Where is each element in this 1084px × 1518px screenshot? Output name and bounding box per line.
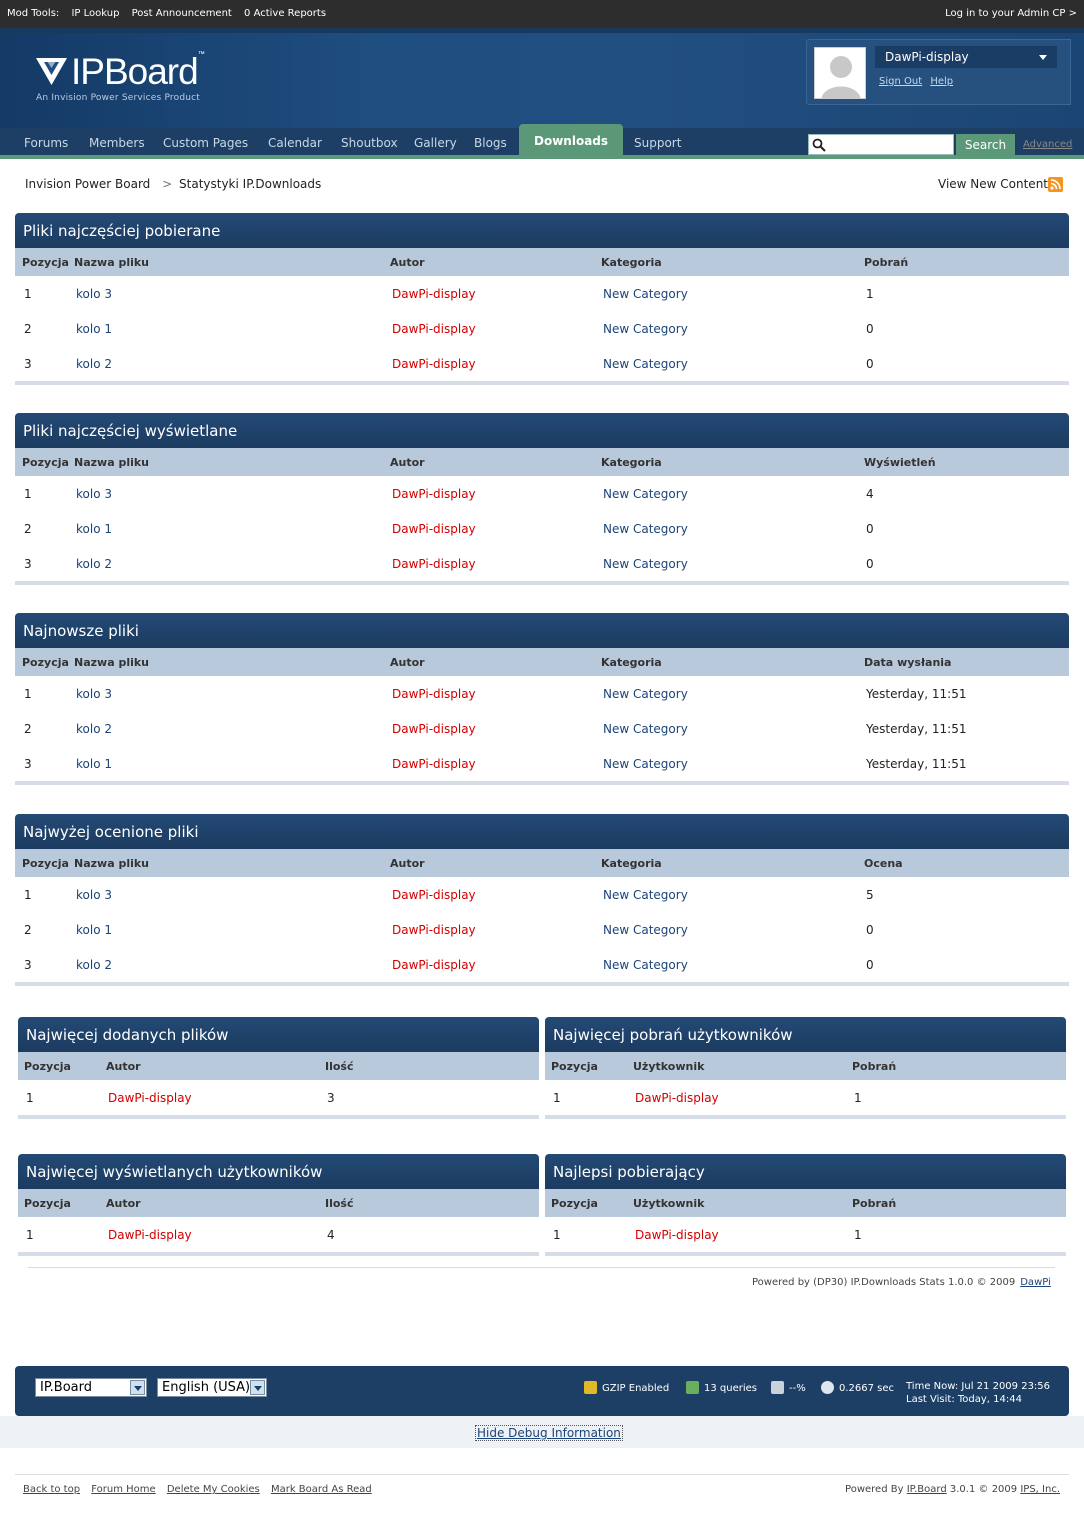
author-link[interactable]: DawPi-display [108,1228,192,1242]
table-row [15,476,1069,511]
table-title: Najwięcej pobrań użytkowników [545,1017,1066,1052]
category-link[interactable]: New Category [603,287,688,301]
admin-cp-link[interactable]: Log in to your Admin CP > [945,8,1077,19]
column-header: Pobrań [852,1197,897,1210]
column-header: Ocena [864,857,903,870]
category-link[interactable]: New Category [603,487,688,501]
server-icon [771,1381,784,1394]
rss-icon[interactable] [1048,177,1063,192]
column-header: Autor [390,857,425,870]
table-row [15,711,1069,746]
table-header [545,1189,1066,1217]
author-link[interactable]: DawPi-display [392,888,476,902]
stats-table-small [18,1154,539,1256]
hide-debug-link[interactable]: Hide Debug Information [477,1426,621,1440]
table-header [18,1189,539,1217]
column-header: Autor [390,456,425,469]
cell-position: 1 [24,287,32,301]
tab-custom-pages[interactable]: Custom Pages [163,136,249,150]
search-input[interactable] [808,134,954,155]
column-header: Pozycja [22,256,69,269]
cell-position: 3 [24,757,32,771]
user-menu-dropdown[interactable] [875,46,1057,68]
file-name-link[interactable]: kolo 2 [76,958,112,972]
table-title: Najwięcej dodanych plików [18,1017,539,1052]
main-nav [0,128,1084,159]
author-link[interactable]: DawPi-display [392,487,476,501]
cell-position: 3 [24,958,32,972]
table-row [15,346,1069,381]
file-name-link[interactable]: kolo 2 [76,722,112,736]
table-footer [18,1115,539,1119]
table-row [15,546,1069,581]
search-button[interactable]: Search [956,134,1015,156]
table-row [18,1217,539,1252]
cell-position: 3 [24,357,32,371]
column-header: Pozycja [24,1197,71,1210]
gzip-icon [584,1381,597,1394]
cell-position: 1 [553,1228,561,1242]
tab-calendar[interactable]: Calendar [268,136,322,150]
table-row [15,877,1069,912]
table-header [15,448,1069,476]
ips-link[interactable]: IPS, Inc. [1020,1484,1060,1495]
cell-position: 2 [24,722,32,736]
ipboard-link[interactable]: IP.Board [906,1484,947,1495]
stats-powered-by: Powered by (DP30) IP.Downloads Stats 1.0.0 © 2009 DawPi [752,1277,1051,1288]
table-title: Najlepsi pobierający [545,1154,1066,1189]
column-header: Nazwa pliku [74,456,150,469]
tab-forums[interactable]: Forums [24,136,69,150]
cell-value: 0 [866,322,874,336]
cell-value: Yesterday, 11:51 [866,757,967,771]
cell-position: 2 [24,522,32,536]
table-footer [15,381,1069,385]
table-row [15,511,1069,546]
category-link[interactable]: New Category [603,522,688,536]
database-icon [686,1381,699,1394]
author-link[interactable]: DawPi-display [392,557,476,571]
cell-value: 1 [854,1091,862,1105]
category-link[interactable]: New Category [603,687,688,701]
breadcrumb-root[interactable]: Invision Power Board [25,177,151,191]
table-header [18,1052,539,1080]
table-row [15,276,1069,311]
table-row [18,1080,539,1115]
cell-position: 1 [26,1091,34,1105]
author-link[interactable]: DawPi-display [635,1091,719,1105]
chevron-down-icon [130,1380,145,1395]
author-link[interactable]: DawPi-display [392,357,476,371]
table-footer [545,1252,1066,1256]
file-name-link[interactable]: kolo 3 [76,687,112,701]
column-header: Pobrań [852,1060,897,1073]
category-link[interactable]: New Category [603,888,688,902]
tab-shoutbox[interactable]: Shoutbox [341,136,398,150]
category-link[interactable]: New Category [603,357,688,371]
column-header: Nazwa pliku [74,857,150,870]
avatar[interactable] [814,47,866,99]
search-icon [812,138,826,152]
advanced-search-link[interactable]: Advanced [1023,139,1073,150]
author-link[interactable]: DawPi-display [392,757,476,771]
table-header [15,648,1069,676]
back-to-top-link[interactable]: Back to top [23,1484,81,1495]
category-link[interactable]: New Category [603,322,688,336]
time-info [906,1380,1050,1406]
view-new-content-link[interactable]: View New Content [938,177,1049,191]
ipboard-powered-by: Powered By IP.Board 3.0.1 © 2009 IPS, Inc. [845,1484,1060,1495]
table-footer [15,982,1069,986]
time-now: Time Now: Jul 21 2009 23:56 [906,1381,1051,1392]
author-link[interactable]: DawPi-display [108,1091,192,1105]
tab-members[interactable]: Members [89,136,145,150]
category-link[interactable]: New Category [603,722,688,736]
category-link[interactable]: New Category [603,757,688,771]
author-link[interactable]: DawPi-display [392,522,476,536]
clock-icon [821,1381,834,1394]
column-header: Pozycja [22,656,69,669]
footer-links [23,1484,380,1495]
table-title: Pliki najczęściej pobierane [15,213,1069,248]
cell-value: 1 [854,1228,862,1242]
column-header: Użytkownik [633,1060,705,1073]
column-header: Pozycja [22,456,69,469]
cell-position: 1 [24,888,32,902]
table-title: Najnowsze pliki [15,613,1069,648]
chevron-down-icon [1039,55,1047,60]
stats-table [15,613,1069,785]
table-footer [15,581,1069,585]
table-title: Najwyżej ocenione pliki [15,814,1069,849]
user-panel [806,39,1071,105]
skin-select[interactable]: IP.Board [35,1378,147,1397]
column-header: Pozycja [24,1060,71,1073]
author-link[interactable]: DawPi-display [392,923,476,937]
column-header: Pobrań [864,256,909,269]
logo-text: IPBoard™ [71,51,204,92]
logo-tagline: An Invision Power Services Product [36,93,201,103]
file-name-link[interactable]: kolo 1 [76,322,112,336]
cell-position: 1 [24,487,32,501]
author-link[interactable]: DawPi-display [392,722,476,736]
cell-value: 4 [327,1228,335,1242]
gzip-status: GZIP Enabled [584,1381,669,1394]
table-row [15,676,1069,711]
column-header: Autor [106,1197,141,1210]
category-link[interactable]: New Category [603,557,688,571]
column-header: Nazwa pliku [74,256,150,269]
table-title: Pliki najczęściej wyświetlane [15,413,1069,448]
table-header [15,849,1069,877]
last-visit: Last Visit: Today, 14:44 [906,1394,1022,1405]
tab-gallery[interactable]: Gallery [414,136,457,150]
file-name-link[interactable]: kolo 1 [76,757,112,771]
table-title: Najwięcej wyświetlanych użytkowników [18,1154,539,1189]
table-header [15,248,1069,276]
author-link[interactable]: DawPi-display [392,687,476,701]
column-header: Ilość [325,1197,354,1210]
stats-table-small [545,1154,1066,1256]
cell-value: Yesterday, 11:51 [866,722,967,736]
file-name-link[interactable]: kolo 3 [76,888,112,902]
mod-tools-bar [0,0,1084,28]
column-header: Nazwa pliku [74,656,150,669]
server-load-status: --% [771,1381,806,1394]
file-name-link[interactable]: kolo 3 [76,487,112,501]
file-name-link[interactable]: kolo 2 [76,557,112,571]
username-label: DawPi-display [885,50,969,64]
table-footer [545,1115,1066,1119]
stats-table [15,814,1069,986]
sign-out-link[interactable]: Sign Out [879,76,923,87]
column-header: Data wysłania [864,656,952,669]
breadcrumb: Invision Power Board > Statystyki IP.Downloads [25,177,322,191]
column-header: Pozycja [22,857,69,870]
column-header: Kategoria [601,256,662,269]
stats-table-small [545,1017,1066,1119]
file-name-link[interactable]: kolo 2 [76,357,112,371]
breadcrumb-current: Statystyki IP.Downloads [179,177,322,191]
cell-value: 4 [866,487,874,501]
column-header: Autor [390,656,425,669]
language-select[interactable]: English (USA) [157,1378,267,1397]
cell-position: 2 [24,322,32,336]
table-header [545,1052,1066,1080]
author-link[interactable]: DawPi-display [392,958,476,972]
category-link[interactable]: New Category [603,923,688,937]
table-row [15,311,1069,346]
cell-value: 5 [866,888,874,902]
site-header [0,28,1084,128]
author-link[interactable]: DawPi-display [392,287,476,301]
cell-position: 2 [24,923,32,937]
debug-bar [0,1416,1084,1448]
table-footer [18,1252,539,1256]
cell-value: 3 [327,1091,335,1105]
rss-feed-icon [1048,177,1063,192]
cell-position: 3 [24,557,32,571]
ipboard-logo-icon [36,58,67,85]
file-name-link[interactable]: kolo 1 [76,923,112,937]
table-row [15,912,1069,947]
active-reports-link[interactable]: 0 Active Reports [244,8,327,19]
cell-value: 0 [866,522,874,536]
cell-value: Yesterday, 11:51 [866,687,967,701]
footer-bar [15,1366,1069,1416]
file-name-link[interactable]: kolo 1 [76,522,112,536]
author-link[interactable]: DawPi-display [635,1228,719,1242]
column-header: Kategoria [601,857,662,870]
column-header: Ilość [325,1060,354,1073]
stats-table-small [18,1017,539,1119]
chevron-down-icon [250,1380,265,1395]
cell-position: 1 [24,687,32,701]
column-header: Pozycja [551,1197,598,1210]
file-name-link[interactable]: kolo 3 [76,287,112,301]
cell-value: 0 [866,958,874,972]
column-header: Kategoria [601,456,662,469]
cell-value: 0 [866,557,874,571]
cell-position: 1 [26,1228,34,1242]
column-header: Pozycja [551,1060,598,1073]
stats-table [15,213,1069,385]
category-link[interactable]: New Category [603,958,688,972]
column-header: Wyświetleń [864,456,936,469]
divider [15,1474,1069,1475]
column-header: Kategoria [601,656,662,669]
delete-cookies-link[interactable]: Delete My Cookies [166,1484,260,1495]
table-row [15,746,1069,781]
post-announcement-link[interactable]: Post Announcement [131,8,232,19]
table-row [545,1080,1066,1115]
forum-home-link[interactable]: Forum Home [91,1484,156,1495]
table-row [15,947,1069,982]
dawpi-link[interactable]: DawPi [1020,1277,1051,1288]
column-header: Autor [106,1060,141,1073]
cell-position: 1 [553,1091,561,1105]
queries-status: 13 queries [686,1381,757,1394]
table-footer [15,781,1069,785]
column-header: Autor [390,256,425,269]
column-header: Użytkownik [633,1197,705,1210]
tab-blogs[interactable]: Blogs [474,136,507,150]
help-link[interactable]: Help [930,76,954,87]
author-link[interactable]: DawPi-display [392,322,476,336]
ip-lookup-link[interactable]: IP Lookup [71,8,120,19]
cell-value: 0 [866,357,874,371]
cell-value: 1 [866,287,874,301]
divider [28,1267,1055,1268]
mod-tools-label: Mod Tools: [7,8,60,19]
tab-downloads[interactable]: Downloads [519,124,623,159]
mark-board-read-link[interactable]: Mark Board As Read [270,1484,372,1495]
exec-time-status: 0.2667 sec [821,1381,894,1394]
default-avatar-icon [815,48,866,99]
stats-table [15,413,1069,585]
cell-value: 0 [866,923,874,937]
tab-support[interactable]: Support [634,136,682,150]
table-row [545,1217,1066,1252]
